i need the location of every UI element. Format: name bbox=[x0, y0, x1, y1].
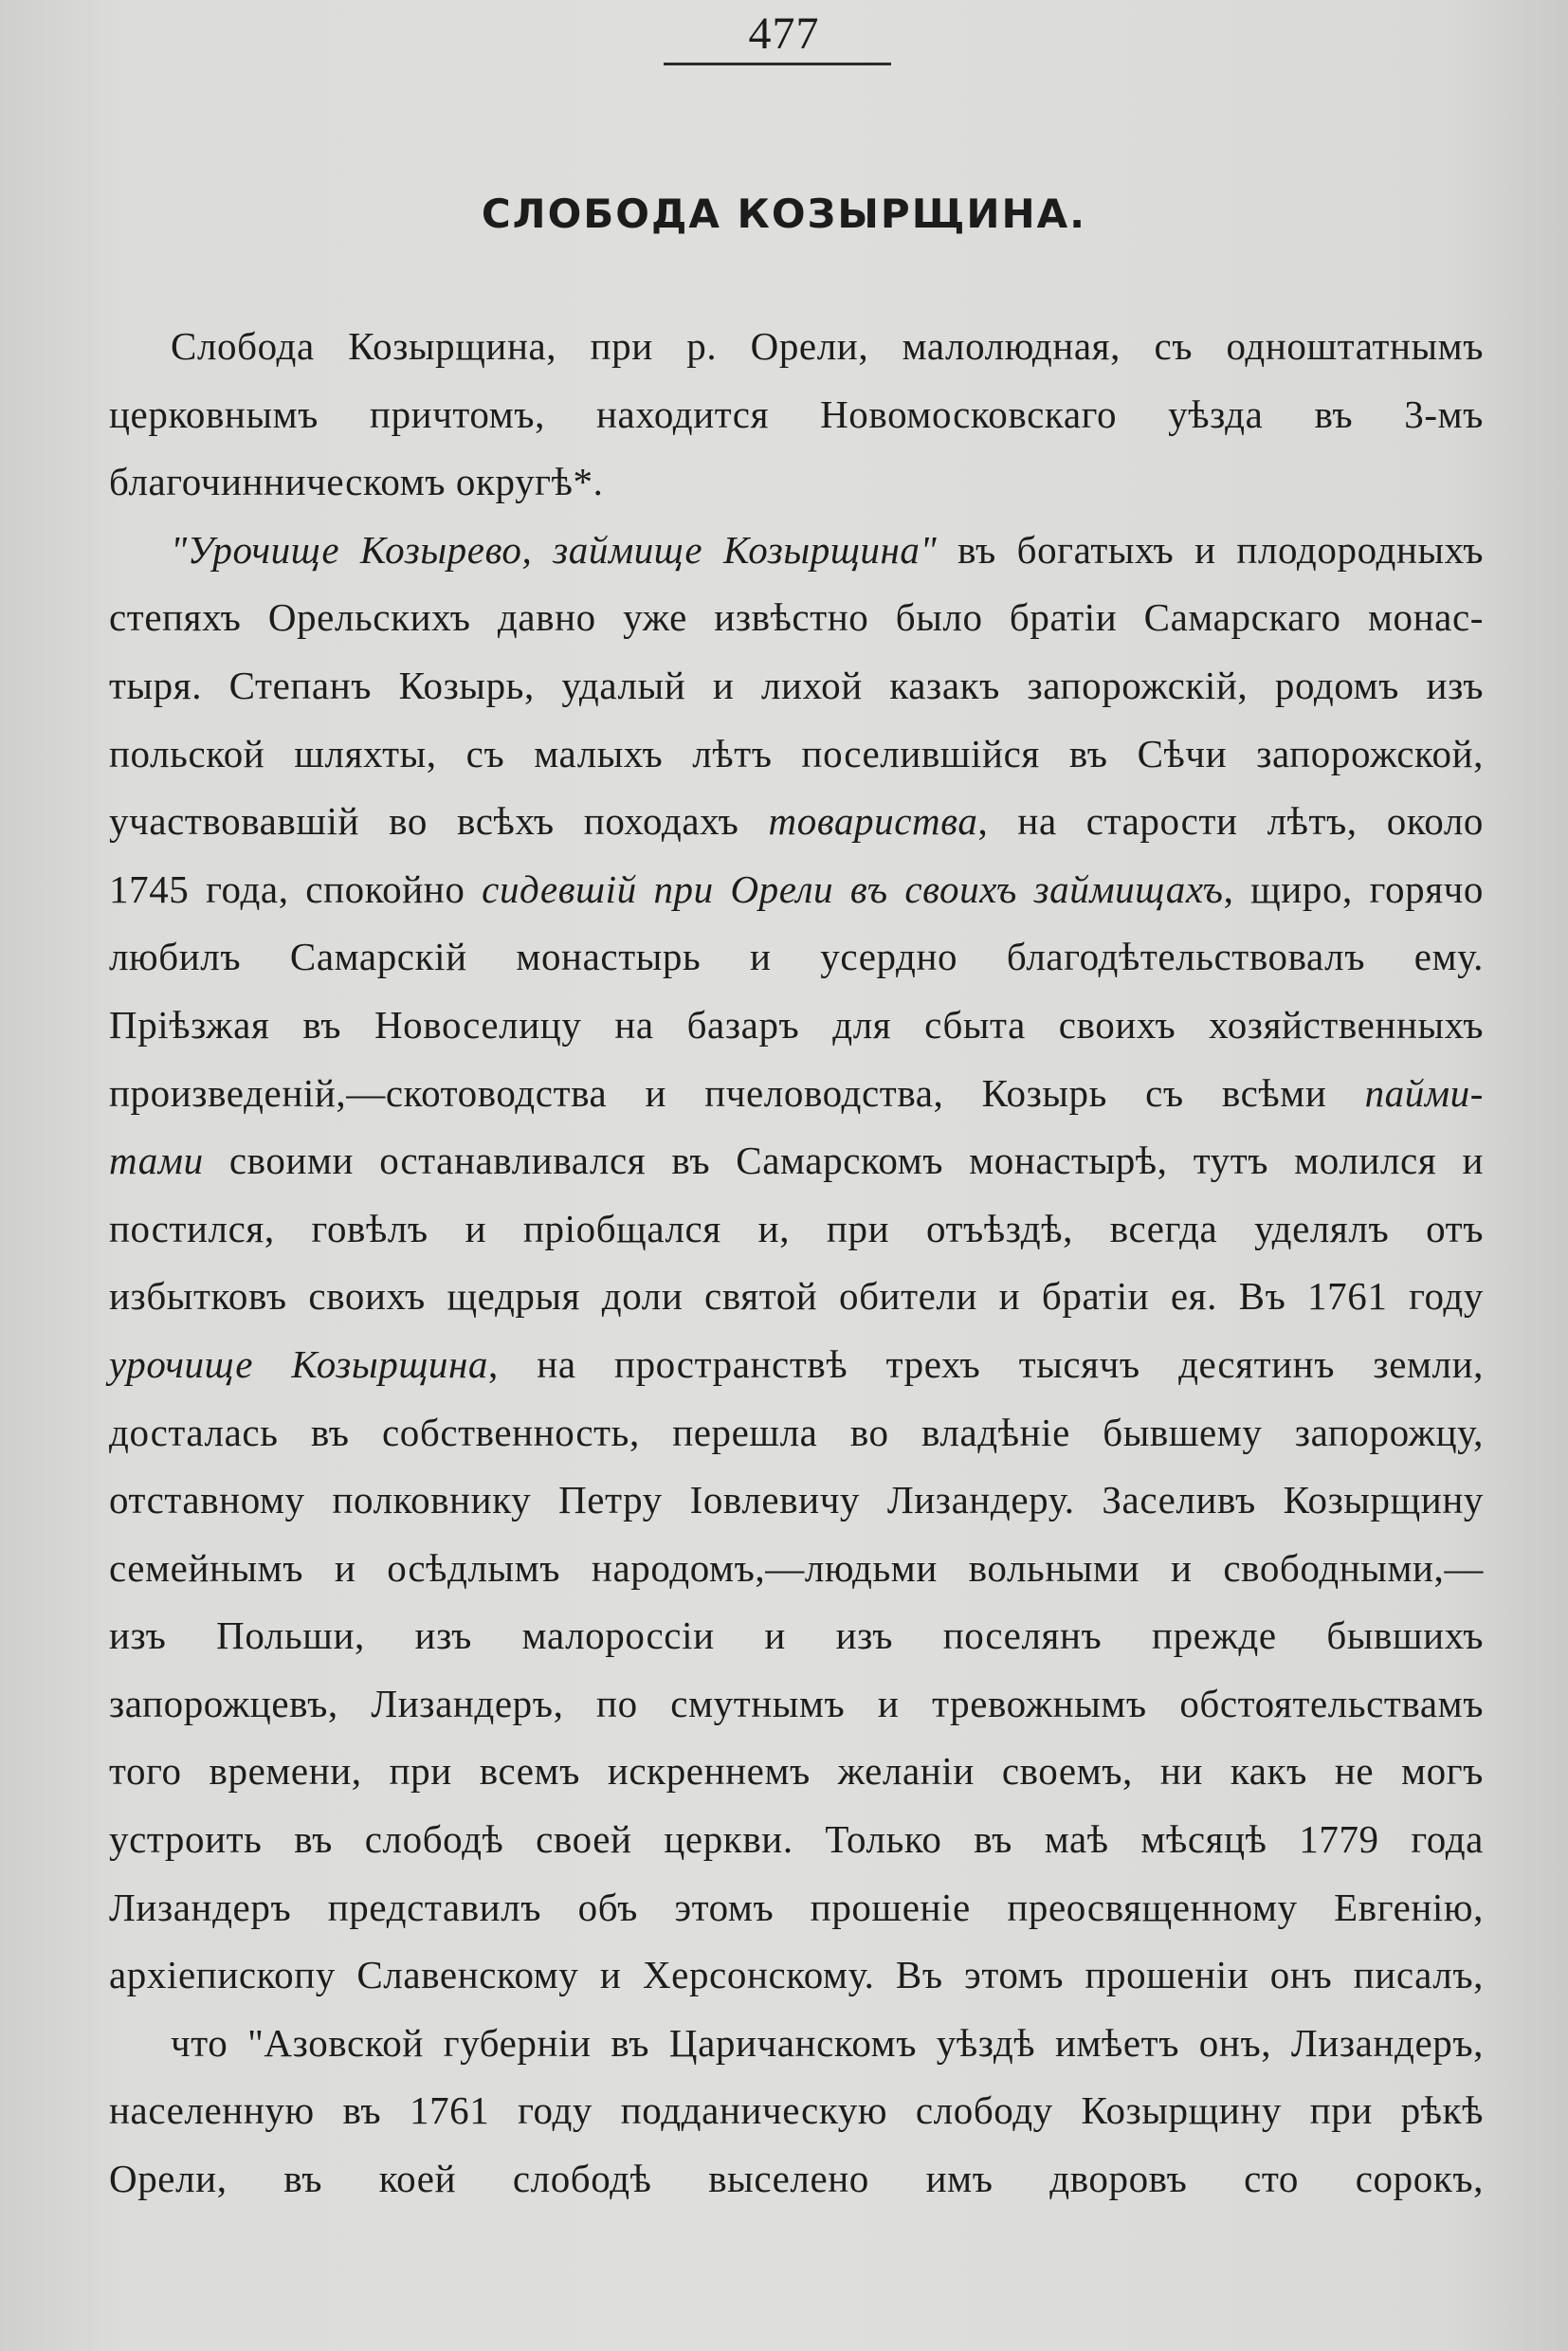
text-line bbox=[109, 1195, 1484, 1264]
line-text: избытковъ своихъ щедрыя доли святой обители и братіи ея. Въ 1761 году bbox=[109, 1274, 1484, 1319]
line-text-italic: тами bbox=[109, 1139, 204, 1183]
text-line bbox=[109, 923, 1484, 992]
text-line bbox=[109, 992, 1484, 1060]
text-line bbox=[109, 1399, 1484, 1467]
line-text: степяхъ Орельскихъ давно уже извѣстно было братіи Самарскаго монас- bbox=[109, 595, 1484, 640]
line-text: досталась въ собственность, перешла во владѣніе бывшему запорожцу, bbox=[109, 1410, 1484, 1454]
line-text-pre: участвовавшій во всѣхъ походахъ bbox=[109, 799, 769, 844]
line-text-post: въ богатыхъ и плодородныхъ bbox=[937, 527, 1484, 572]
text-line bbox=[109, 313, 1484, 381]
text-line bbox=[109, 720, 1484, 789]
text-line bbox=[109, 381, 1484, 449]
line-text-italic: товариства bbox=[768, 799, 978, 844]
line-text: что "Азовской губерніи въ Царичанскомъ уѣздѣ имѣетъ онъ, Лизандеръ, bbox=[171, 2020, 1484, 2065]
line-text: Пріѣзжая въ Новоселицу на базаръ для сбыта своихъ хозяйственныхъ bbox=[109, 1002, 1484, 1047]
line-text: тыря. Степанъ Козырь, удалый и лихой казакъ запорожскій, родомъ изъ bbox=[109, 663, 1484, 707]
line-text-italic: сидевшій при Орели въ своихъ займищахъ bbox=[482, 866, 1224, 911]
line-text: Лизандеръ представилъ объ этомъ прошеніе преосвященному Евгенію, bbox=[109, 1885, 1484, 1929]
text-line bbox=[109, 1670, 1484, 1739]
line-text: населенную въ 1761 году подданическую слободу Козырщину при рѣкѣ bbox=[109, 2088, 1484, 2133]
line-text: архіепископу Славенскому и Херсонскому. Въ этомъ прошеніи онъ писалъ, bbox=[109, 1953, 1484, 1997]
line-text-post: , щиро, горячо bbox=[1223, 866, 1484, 911]
text-line bbox=[109, 1806, 1484, 1874]
line-text: семейнымъ и осѣдлымъ народомъ,—людьми вольными и свободными,— bbox=[109, 1545, 1484, 1590]
line-text: благочинническомъ округѣ*. bbox=[109, 460, 604, 504]
text-line bbox=[109, 788, 1484, 856]
chapter-title: СЛОБОДА КОЗЫРЩИНА. bbox=[481, 191, 1087, 237]
text-line bbox=[109, 1602, 1484, 1670]
text-line bbox=[109, 2077, 1484, 2145]
line-text-post: , на старости лѣтъ, около bbox=[977, 799, 1484, 844]
text-line bbox=[109, 1738, 1484, 1806]
text-line bbox=[109, 2010, 1484, 2078]
text-line bbox=[109, 2145, 1484, 2214]
line-text-italic: "Урочище Козырево, займище Козырщина" bbox=[171, 527, 938, 572]
line-text: Слобода Козырщина, при р. Орели, малолюдная, съ одноштатнымъ bbox=[171, 324, 1484, 368]
line-text-italic: урочище Козырщина bbox=[109, 1341, 489, 1386]
text-line bbox=[109, 448, 1484, 517]
text-line bbox=[109, 652, 1484, 720]
text-line bbox=[109, 517, 1484, 585]
line-text: устроить въ слободѣ своей церкви. Только въ маѣ мѣсяцѣ 1779 года bbox=[109, 1817, 1484, 1862]
line-text: того времени, при всемъ искреннемъ желаніи своемъ, ни какъ не могъ bbox=[109, 1749, 1484, 1794]
line-text-post: своими останавливался въ Самарскомъ монастырѣ, тутъ молился и bbox=[203, 1139, 1484, 1183]
body-text bbox=[109, 313, 1484, 2214]
line-text: церковнымъ причтомъ, находится Новомосковскаго уѣзда въ 3-мъ bbox=[109, 392, 1484, 436]
page-number-rule bbox=[664, 63, 891, 65]
line-text-pre: произведеній,—скотоводства и пчеловодства, Козырь съ всѣми bbox=[109, 1070, 1365, 1115]
line-text: польской шляхты, съ малыхъ лѣтъ поселившійся въ Сѣчи запорожской, bbox=[109, 731, 1484, 775]
line-text-italic: пайми- bbox=[1364, 1070, 1484, 1115]
line-text: Орели, въ коей слободѣ выселено имъ дворовъ сто сорокъ, bbox=[109, 2157, 1484, 2201]
line-text: отставному полковнику Петру Іовлевичу Лизандеру. Заселивъ Козырщину bbox=[109, 1478, 1484, 1522]
text-line bbox=[109, 1467, 1484, 1535]
text-line bbox=[109, 1941, 1484, 2010]
text-line bbox=[109, 1060, 1484, 1128]
text-line bbox=[109, 1331, 1484, 1399]
text-line bbox=[109, 1263, 1484, 1331]
line-text: изъ Польши, изъ малороссіи и изъ поселянъ прежде бывшихъ bbox=[109, 1613, 1484, 1658]
line-text: запорожцевъ, Лизандеръ, по смутнымъ и тревожнымъ обстоятельствамъ bbox=[109, 1681, 1484, 1725]
text-line bbox=[109, 1874, 1484, 1942]
line-text: постился, говѣлъ и пріобщался и, при отъѣздѣ, всегда уделялъ отъ bbox=[109, 1206, 1484, 1250]
line-text-pre: 1745 года, спокойно bbox=[109, 866, 483, 911]
line-text: любилъ Самарскій монастырь и усердно благодѣтельствовалъ ему. bbox=[109, 935, 1484, 979]
text-line bbox=[109, 856, 1484, 924]
text-line bbox=[109, 1535, 1484, 1603]
page-number: 477 bbox=[748, 9, 820, 59]
line-text-post: , на пространствѣ трехъ тысячъ десятинъ земли, bbox=[488, 1341, 1485, 1386]
text-line bbox=[109, 1127, 1484, 1195]
text-line bbox=[109, 584, 1484, 652]
